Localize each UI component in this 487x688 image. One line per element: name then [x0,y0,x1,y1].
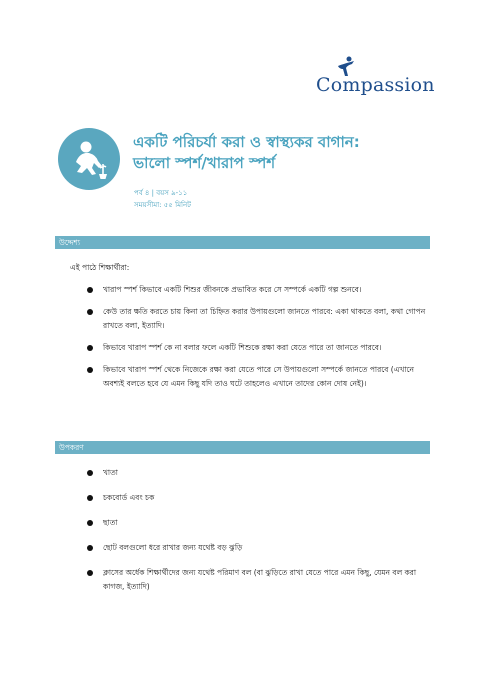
title-line-1: একটি পরিচর্যা করা ও স্বাস্থ্যকর বাগান: [133,133,360,151]
materials-list [87,466,432,594]
kneeling-figure-icon [58,128,120,190]
title-line-2: ভালো স্পর্শ/খারাপ স্পর্শ [133,154,276,172]
lesson-title [133,132,453,174]
objective-list [87,283,432,391]
lesson-duration: সময়সীমা: ৫৫ মিনিট [134,201,191,209]
list-item: খারাপ স্পর্শ কিভাবে একটি শিশুর জীবনকে প্রভাবিত করে সে সম্পর্কে একটি গল্প শুনবে। [87,283,432,297]
list-item: ছাতা [87,516,432,530]
list-item: কিভাবে খারাপ স্পর্শ কে না বলার ফলে একটি শিশুকে রক্ষা করা যেতে পারে তা জানতে পারবে। [87,341,432,355]
list-item: খাতা [87,466,432,480]
lesson-info: পর্ব ৪ | বয়স ৯-১১ [134,189,188,197]
list-item: ক্লাসের অর্ধেক শিক্ষার্থীদের জন্য যথেষ্ট পরিমাণ বল (বা ঝুড়িতে রাখা যেতে পারে এমন কিছু, যেমন বল করা কাগজ, ইত্যাদি) [87,566,432,594]
objective-intro: এই পাঠে শিক্ষার্থীরা: [70,263,130,272]
materials-section-header: উপকরণ [55,441,430,454]
list-item: কিভাবে খারাপ স্পর্শ থেকে নিজেকে রক্ষা করা যেতে পারে সে উপায়গুলো সম্পর্কে জানতে পারবে (এখানে অবশ্যই বলতে হবে যে এমন কিছু যদি তাও ঘটে তাহলেও এখানে তাদের কোন দোষ নেই)। [87,363,432,391]
objective-section-header: উদ্দেশ্য [55,236,430,249]
gardening-child-icon [58,128,120,190]
logo-text: Compassion [316,74,435,96]
list-item: কেউ তার ক্ষতি করতে চায় কিনা তা চিহ্নিত করার উপায়গুলো জানতে পারবে: একা থাকতে বলা, কথা গোপন রাখতে বলা, ইত্যাদি। [87,305,432,333]
list-item: ছোট বলগুলো ধরে রাখার জন্য যথেষ্ট বড় ঝুড়ি [87,541,432,555]
list-item: চকবোর্ড এবং চক [87,491,432,505]
compassion-logo [316,56,435,100]
